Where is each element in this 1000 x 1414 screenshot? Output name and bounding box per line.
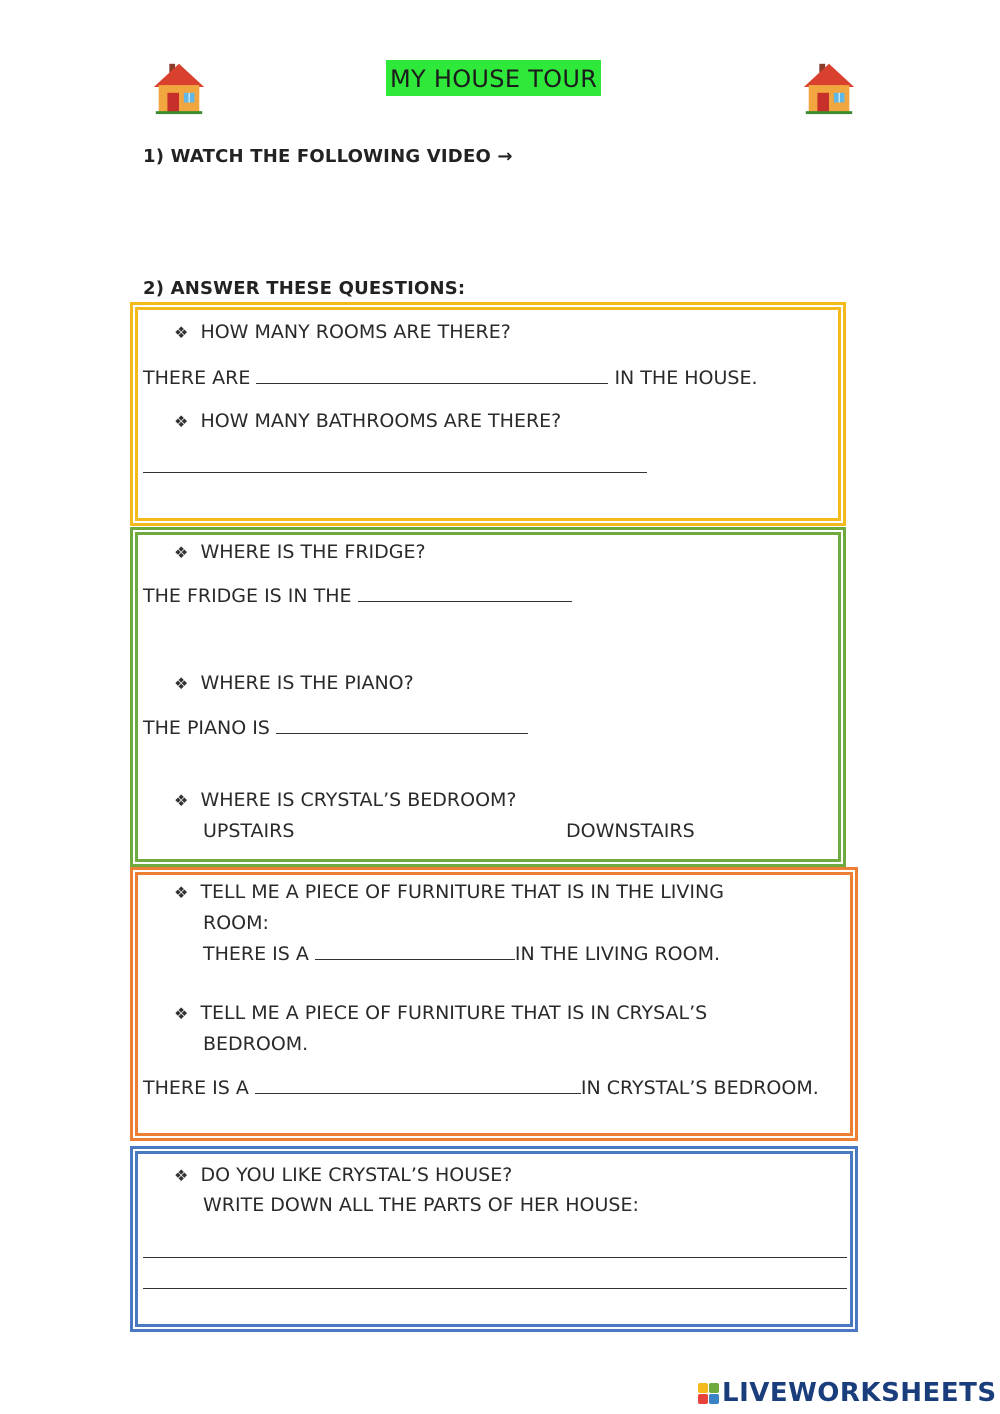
answer-suffix: IN CRYSTAL’S BEDROOM.: [580, 1077, 819, 1099]
answer-suffix: IN THE HOUSE.: [614, 367, 758, 389]
question-text: HOW MANY ROOMS ARE THERE?: [200, 321, 511, 343]
question-text: WHERE IS THE PIANO?: [200, 672, 414, 694]
question-text: DO YOU LIKE CRYSTAL’S HOUSE?: [200, 1164, 513, 1186]
logo-text: LIVEWORKSHEETS: [722, 1378, 997, 1408]
bullet-icon: ❖: [174, 1004, 189, 1023]
answer-piano-blank[interactable]: [276, 715, 528, 734]
bullet-icon: ❖: [174, 1166, 189, 1185]
option-upstairs[interactable]: UPSTAIRS: [203, 820, 295, 842]
question-rooms: [174, 320, 511, 345]
answer-living-room-line: [203, 941, 720, 966]
question-text: TELL ME A PIECE OF FURNITURE THAT IS IN THE LIVING: [200, 881, 724, 903]
answer-rooms-line: [143, 365, 758, 390]
house-icon-left: [150, 58, 208, 116]
question-piano: [174, 671, 414, 696]
question-text-continued: BEDROOM.: [203, 1033, 309, 1055]
questions-box-location: [130, 527, 846, 867]
bullet-icon: ❖: [174, 791, 189, 810]
answer-living-room-blank[interactable]: [315, 941, 515, 960]
question-text: HOW MANY BATHROOMS ARE THERE?: [200, 410, 562, 432]
question-bedroom: [174, 788, 517, 813]
question-fridge: [174, 540, 426, 565]
answer-suffix: IN THE LIVING ROOM.: [514, 943, 721, 965]
house-icon-right: [800, 58, 858, 116]
answer-rooms-blank[interactable]: [256, 365, 608, 384]
answer-parts-line-2[interactable]: [143, 1288, 847, 1289]
answer-fridge-blank[interactable]: [358, 583, 572, 602]
bullet-icon: ❖: [174, 883, 189, 902]
question-parts-of-house: WRITE DOWN ALL THE PARTS OF HER HOUSE:: [203, 1194, 639, 1216]
answer-piano-line: [143, 715, 528, 740]
bullet-icon: ❖: [174, 543, 189, 562]
answer-bathrooms-blank[interactable]: [143, 472, 647, 473]
answer-prefix: THERE ARE: [143, 367, 251, 389]
option-downstairs[interactable]: DOWNSTAIRS: [566, 820, 695, 842]
question-text-continued: ROOM:: [203, 912, 269, 934]
question-text: WHERE IS CRYSTAL’S BEDROOM?: [200, 789, 517, 811]
question-living-room-furniture: [174, 880, 724, 905]
page-title: MY HOUSE TOUR: [386, 60, 601, 96]
answer-parts-line-1[interactable]: [143, 1257, 847, 1258]
bullet-icon: ❖: [174, 674, 189, 693]
answer-fridge-line: [143, 583, 572, 608]
answer-prefix: THE FRIDGE IS IN THE: [143, 585, 352, 607]
bullet-icon: ❖: [174, 412, 189, 431]
liveworksheets-logo[interactable]: [698, 1378, 997, 1408]
question-bedroom-furniture: [174, 1001, 707, 1026]
answer-bedroom-line: [143, 1075, 819, 1100]
logo-mark-icon: [698, 1383, 719, 1404]
answer-prefix: THE PIANO IS: [143, 717, 270, 739]
question-like-house: [174, 1163, 512, 1188]
answer-prefix: THERE IS A: [203, 943, 309, 965]
section-2-heading: 2) ANSWER THESE QUESTIONS:: [143, 278, 466, 299]
section-1-heading: 1) WATCH THE FOLLOWING VIDEO →: [143, 146, 513, 167]
question-text: WHERE IS THE FRIDGE?: [200, 541, 426, 563]
question-text: TELL ME A PIECE OF FURNITURE THAT IS IN CRYSAL’S: [200, 1002, 708, 1024]
question-bathrooms: [174, 409, 561, 434]
answer-bedroom-blank[interactable]: [255, 1075, 581, 1094]
answer-prefix: THERE IS A: [143, 1077, 249, 1099]
bullet-icon: ❖: [174, 323, 189, 342]
